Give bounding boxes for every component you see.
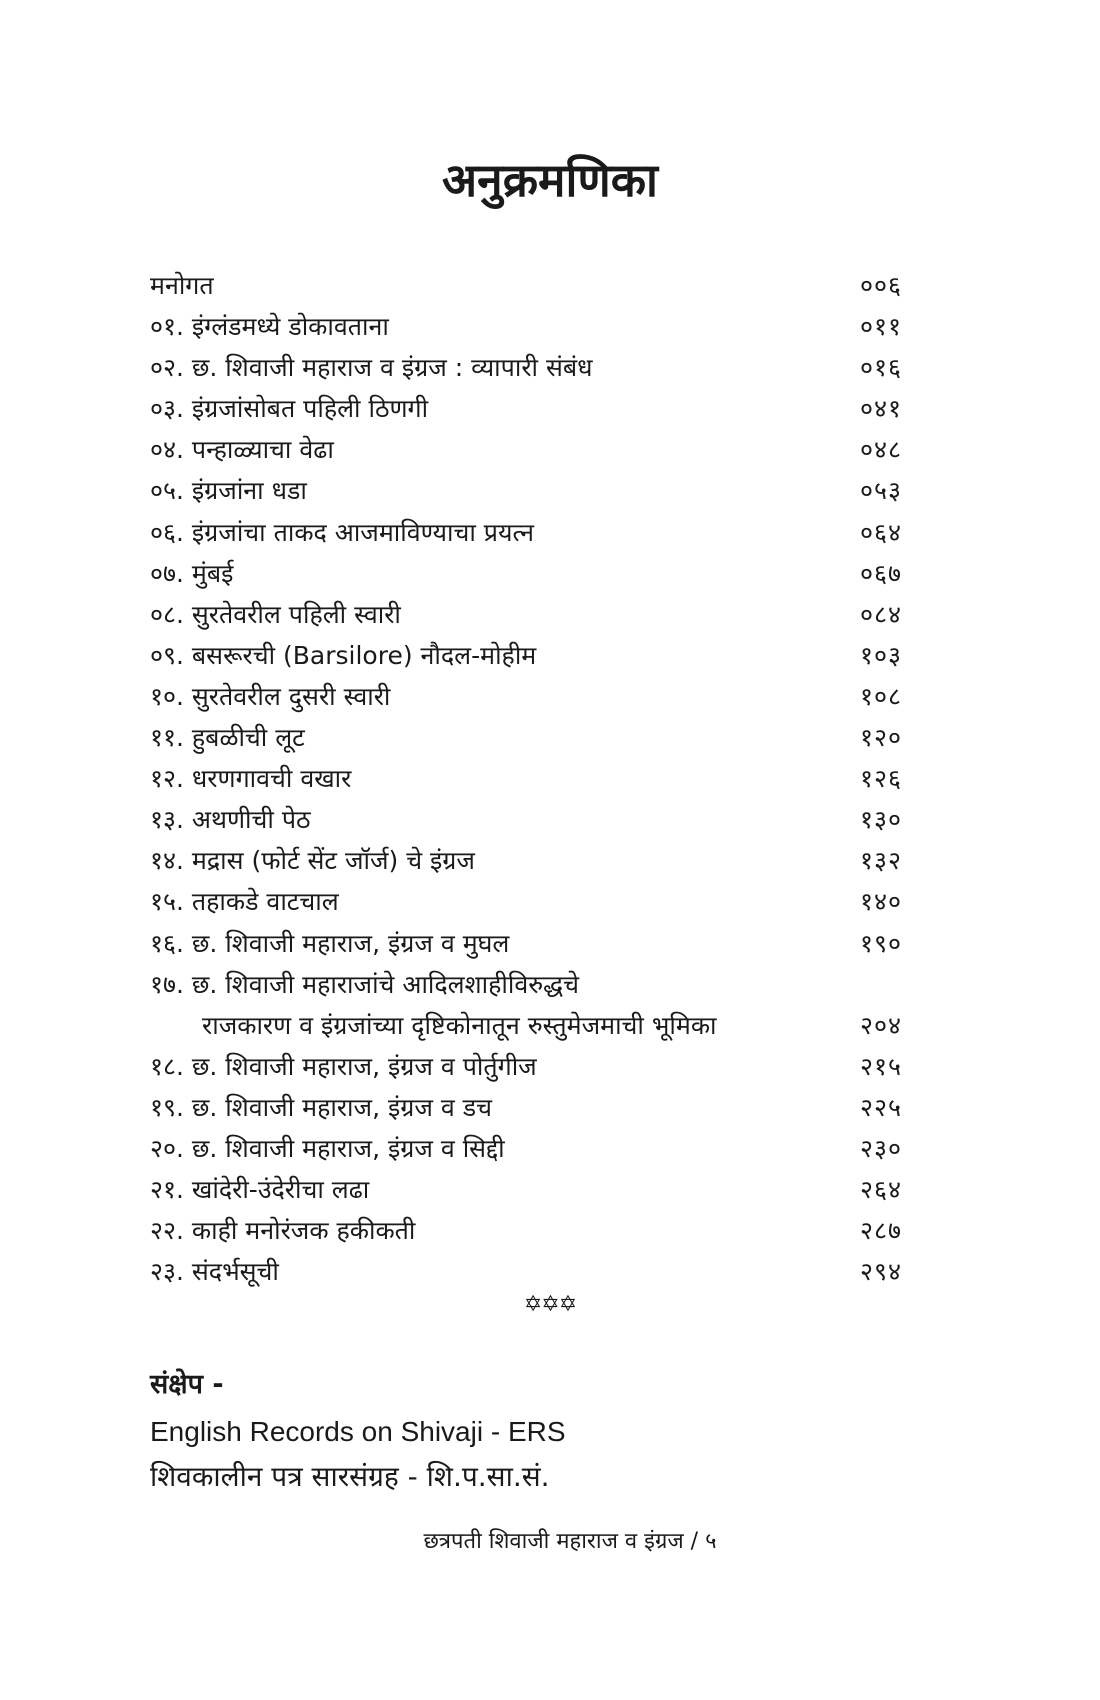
toc-row — [150, 1087, 902, 1128]
toc-row — [150, 306, 902, 347]
toc-row — [150, 388, 902, 429]
toc-row — [150, 676, 902, 717]
toc-page-number: २१५ — [859, 1051, 902, 1081]
toc-entry-title: ०९. बसरूरची (Barsilore) नौदल-मोहीम — [150, 640, 537, 670]
toc-page-number: २०४ — [859, 1010, 902, 1040]
abbreviations-heading: संक्षेप - — [150, 1369, 224, 1400]
toc-entry-title: ०७. मुंबई — [150, 558, 234, 588]
toc-row — [150, 1128, 902, 1169]
toc-page-number: २३० — [859, 1133, 902, 1163]
toc-row — [150, 923, 902, 964]
toc-entry-title: १८. छ. शिवाजी महाराज, इंग्रज व पोर्तुगीज — [150, 1051, 537, 1081]
toc-entry-title: ०६. इंग्रजांचा ताकद आजमाविण्याचा प्रयत्न — [150, 517, 535, 547]
toc-row — [150, 881, 902, 922]
toc-entry-title: २३. संदर्भसूची — [150, 1257, 279, 1287]
toc-row — [150, 429, 902, 470]
toc-row — [150, 553, 902, 594]
toc-page-number: १०८ — [859, 681, 902, 711]
toc-page-number: ००६ — [859, 271, 902, 300]
table-of-contents — [150, 265, 902, 1292]
toc-row — [150, 1210, 902, 1251]
toc-page-number: ०४१ — [859, 394, 902, 424]
toc-entry-title: २०. छ. शिवाजी महाराज, इंग्रज व सिद्दी — [150, 1133, 505, 1163]
toc-entry-title: १६. छ. शिवाजी महाराज, इंग्रज व मुघल — [150, 928, 510, 958]
toc-row — [150, 470, 902, 511]
toc-page-number: ०५३ — [859, 476, 902, 506]
toc-row — [150, 1169, 902, 1210]
toc-page-number: १०३ — [859, 640, 902, 670]
toc-entry-title: ०३. इंग्रजांसोबत पहिली ठिणगी — [150, 394, 429, 424]
toc-row — [150, 964, 902, 1005]
toc-entry-title: २२. काही मनोरंजक हकीकती — [150, 1216, 416, 1246]
toc-page-number: २८७ — [859, 1216, 902, 1246]
toc-row — [150, 840, 902, 881]
abbreviation-ers: English Records on Shivaji - ERS — [150, 1416, 566, 1447]
toc-row — [150, 347, 902, 388]
toc-page-number: ०८४ — [859, 599, 902, 629]
toc-entry-title: ०८. सुरतेवरील पहिली स्वारी — [150, 599, 401, 629]
toc-entry-title: १९. छ. शिवाजी महाराज, इंग्रज व डच — [150, 1092, 492, 1122]
toc-row — [150, 758, 902, 799]
toc-row — [150, 594, 902, 635]
toc-page-number: १३२ — [859, 846, 902, 876]
toc-entry-title: ०१. इंग्लंडमध्ये डोकावताना — [150, 312, 389, 342]
toc-entry-title: १३. अथणीची पेठ — [150, 805, 311, 835]
toc-entry-title: राजकारण व इंग्रजांच्या दृष्टिकोनातून रुस्तुमेजमाची भूमिका — [202, 1010, 717, 1040]
page-footer: छत्रपती शिवाजी महाराज व इंग्रज / ५ — [423, 1529, 717, 1554]
toc-row — [150, 512, 902, 553]
toc-entry-title: १५. तहाकडे वाटचाल — [150, 887, 339, 917]
toc-entry-title: १०. सुरतेवरील दुसरी स्वारी — [150, 681, 391, 711]
toc-row — [150, 1005, 902, 1046]
toc-page-number: १२६ — [859, 764, 902, 794]
toc-entry-title: १७. छ. शिवाजी महाराजांचे आदिलशाहीविरुद्धचे — [150, 969, 580, 999]
toc-page-number: २६४ — [859, 1175, 902, 1205]
page-title: अनुक्रमणिका — [442, 153, 658, 207]
toc-page-number: ०१६ — [859, 353, 902, 383]
toc-row — [150, 1251, 902, 1292]
toc-row — [150, 717, 902, 758]
toc-row — [150, 635, 902, 676]
ornament-divider: ✡✡✡ — [523, 1292, 577, 1317]
toc-page-number: ०६४ — [859, 517, 902, 547]
toc-row — [150, 265, 902, 306]
toc-page-number: २९४ — [859, 1257, 902, 1287]
abbreviation-spss: शिवकालीन पत्र सारसंग्रह - शि.प.सा.सं. — [150, 1460, 550, 1493]
toc-entry-title: २१. खांदेरी-उंदेरीचा लढा — [150, 1175, 370, 1205]
toc-entry-title: ०२. छ. शिवाजी महाराज व इंग्रज : व्यापारी संबंध — [150, 353, 593, 383]
toc-entry-title: मनोगत — [150, 271, 214, 300]
toc-row — [150, 799, 902, 840]
toc-entry-title: ०४. पन्हाळ्याचा वेढा — [150, 435, 334, 465]
toc-entry-title: ०५. इंग्रजांना धडा — [150, 476, 307, 506]
toc-page-number: १३० — [859, 805, 902, 835]
toc-page-number: ०४८ — [859, 435, 902, 465]
toc-entry-title: १४. मद्रास (फोर्ट सेंट जॉर्ज) चे इंग्रज — [150, 846, 475, 876]
toc-page-number: ०११ — [859, 312, 902, 342]
toc-page-number: १२० — [859, 723, 902, 753]
toc-page-number: २२५ — [859, 1092, 902, 1122]
toc-page-number: १४० — [859, 887, 902, 917]
toc-page-number: ०६७ — [859, 558, 902, 588]
toc-page-number: १९० — [859, 928, 902, 958]
toc-row — [150, 1046, 902, 1087]
toc-entry-title: १२. धरणगावची वखार — [150, 764, 352, 794]
toc-entry-title: ११. हुबळीची लूट — [150, 723, 305, 753]
